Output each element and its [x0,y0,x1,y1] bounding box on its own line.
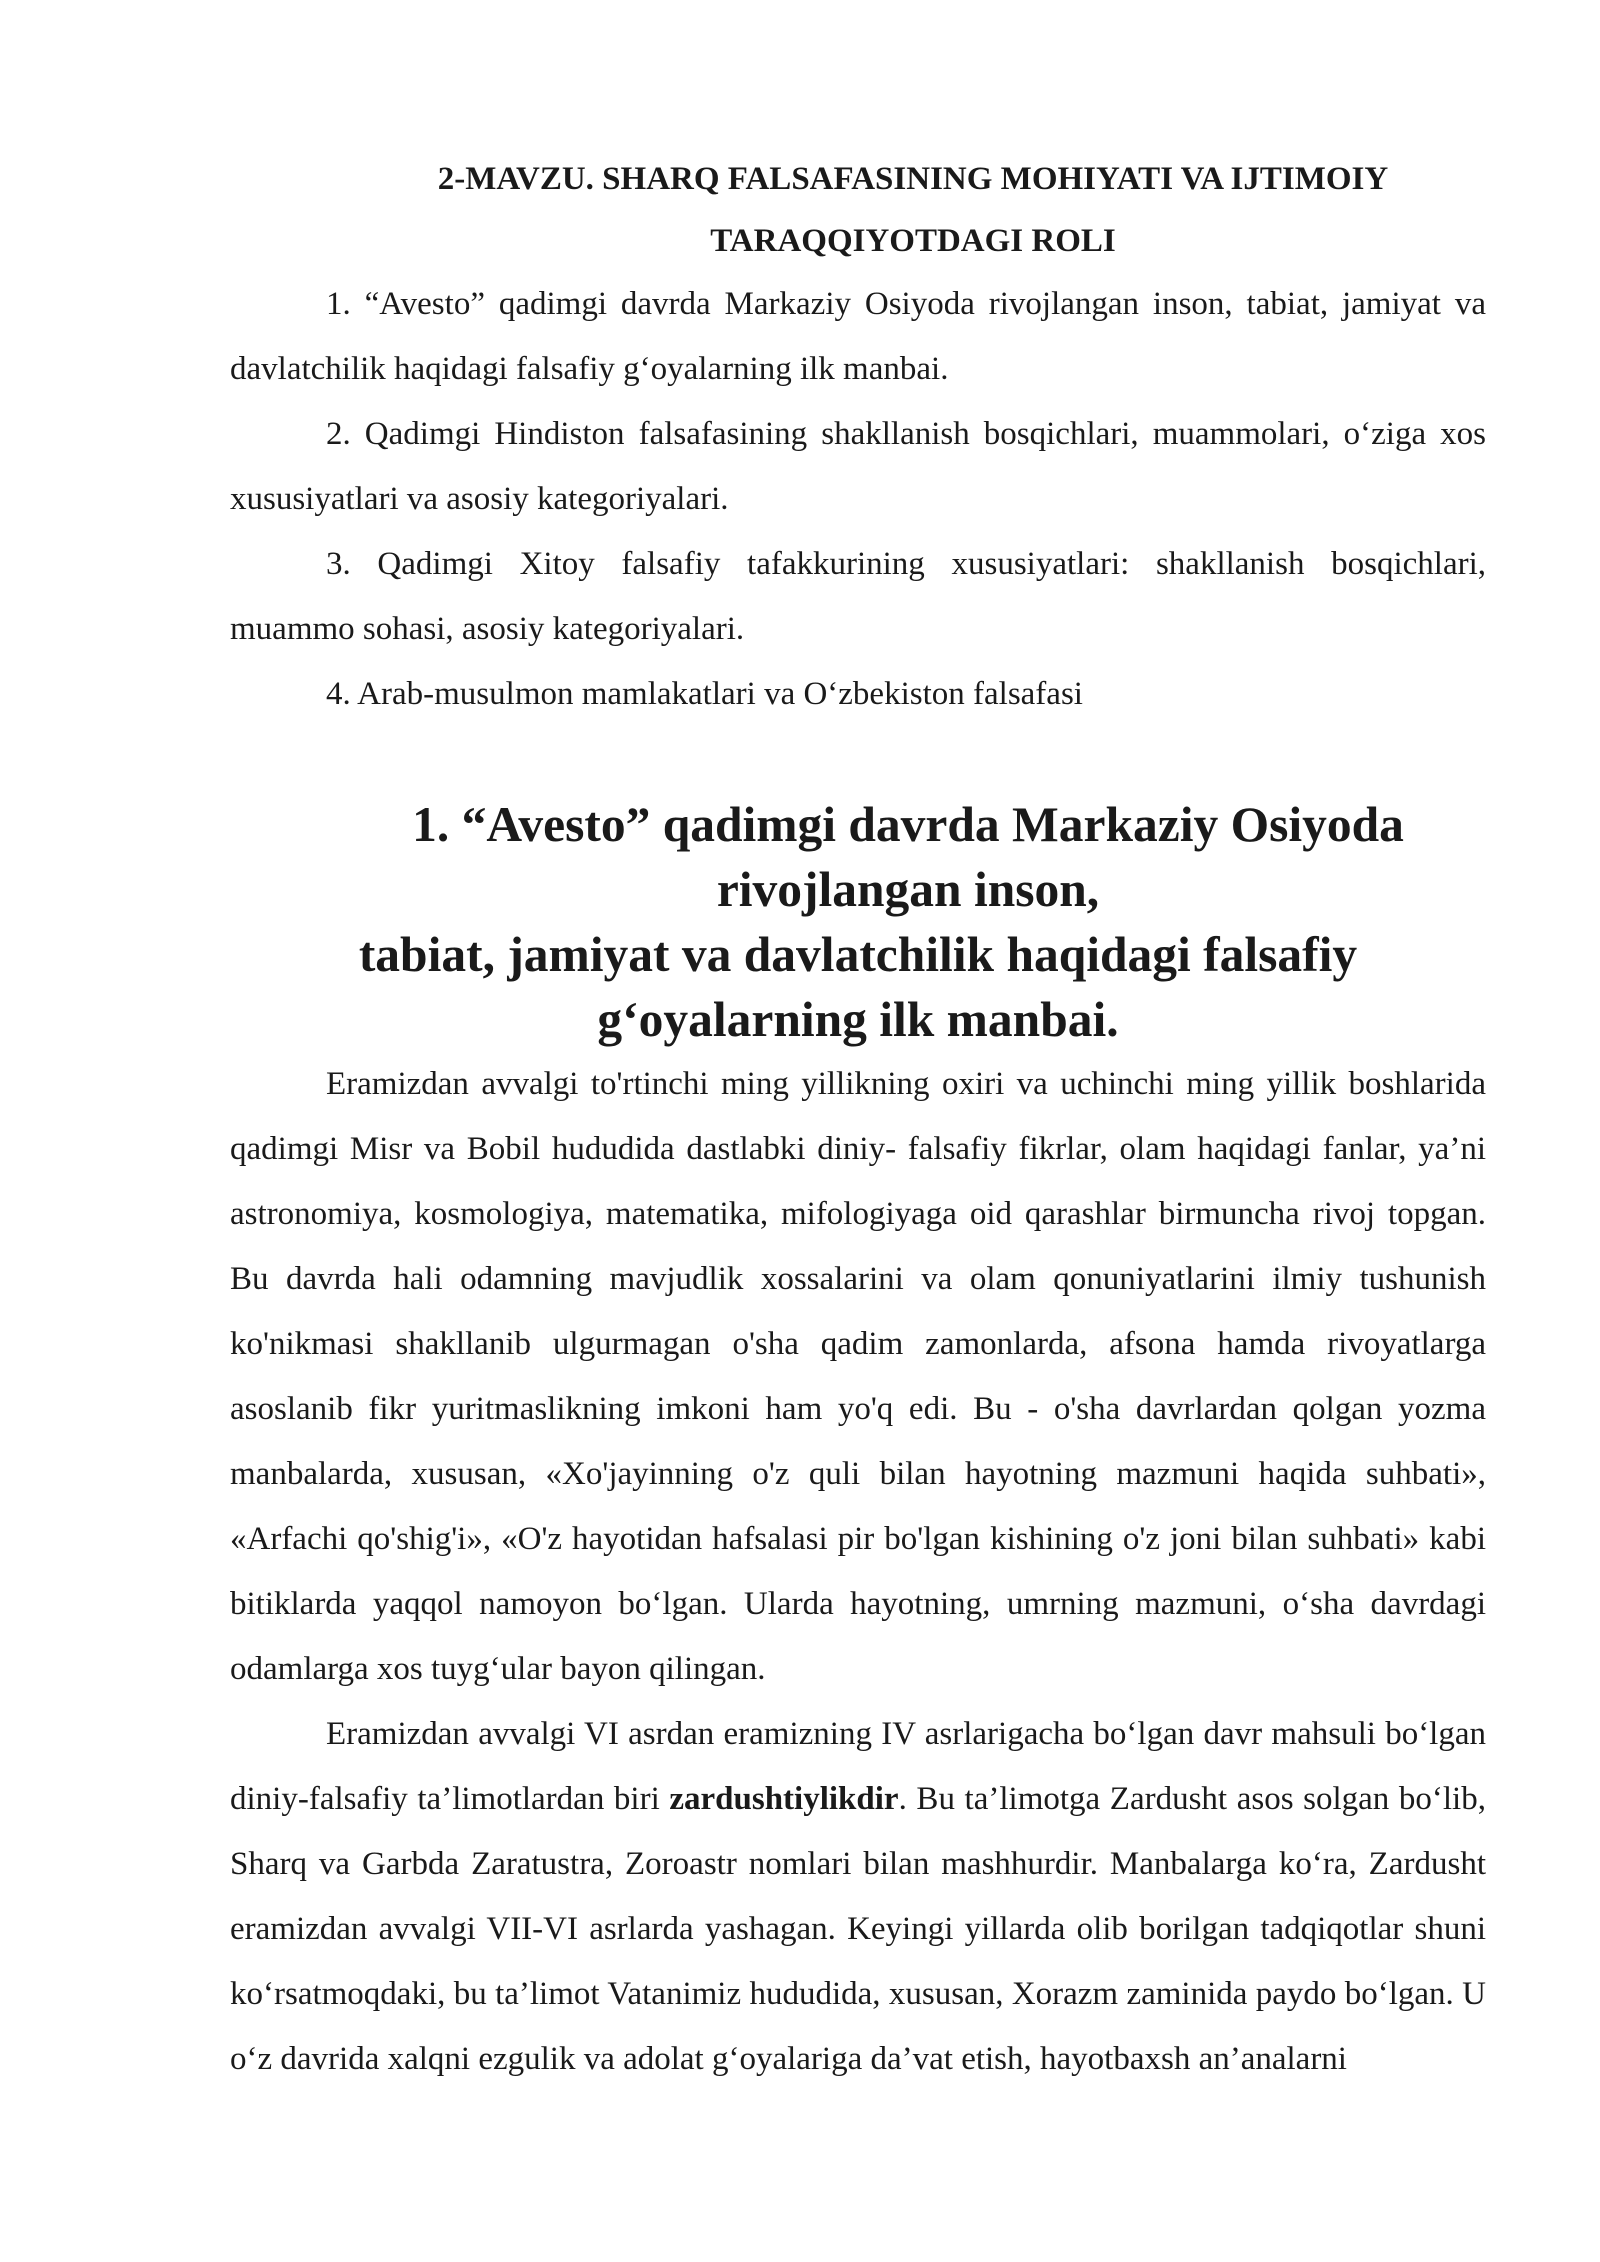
title-line-1: 2-MAVZU. SHARQ FALSAFASINING MOHIYATI VA IJTIMOIY [437,161,1389,197]
section-1-paragraph-1: Eramizdan avvalgi to'rtinchi ming yillikning oxiri va uchinchi ming yillik boshlarida qadimgi Misr va Bobil hududida dastlabki diniy- falsafiy fikrlar, olam haqidagi fanlar, ya’ni astronomiya, kosmologiya, matematika, mifologiyaga oid qarashlar birmuncha rivoj topgan. Bu davrda hali odamning mavjudlik xossalarini va olam qonuniyatlarini ilmiy tushunish ko'nikmasi shakllanib ulgurmagan o'sha qadim zamonlarda, afsona hamda rivoyatlarga asoslanib fikr yuritmaslikning imkoni ham yo'q edi. Bu - o'sha davrlardan qolgan yozma manbalarda, xususan, «Xo'jayinning o'z quli bilan hayotning mazmuni haqida suhbati», «Arfachi qo'shig'i», «O'z hayotidan hafsalasi pir bo'lgan kishining o'z joni bilan suhbati» kabi bitiklarda yaqqol namoyon bo‘lgan. Ularda hayotning, umrning mazmuni, o‘sha davrdagi odamlarga xos tuyg‘ular bayon qilingan. [230,1066,1486,1687]
section-1-heading-line-2: tabiat, jamiyat va davlatchilik haqidagi falsafiy g‘oyalarning ilk manbai. [358,927,1358,1047]
plan-item-2: 2. Qadimgi Hindiston falsafasining shakllanish bosqichlari, muammolari, o‘ziga xos xususiyatlari va asosiy kategoriyalari. [230,416,1486,517]
section-1-body [230,1052,1486,2092]
plan-item-3: 3. Qadimgi Xitoy falsafiy tafakkurining xususiyatlari: shakllanish bosqichlari, muammo sohasi, asosiy kategoriyalari. [230,546,1486,647]
plan-item-4: 4. Arab-musulmon mamlakatlari va O‘zbekiston falsafasi [326,676,1083,712]
paragraph-2-text-end: . Bu ta’limotga Zardusht asos solgan bo‘lib, Sharq va Garbda Zaratustra, Zoroastr nomlari bilan mashhurdir. Manbalarga ko‘ra, Zardusht eramizdan avvalgi VII-VI asrlarda yashagan. Keyingi yillarda olib borilgan tadqiqotlar shuni ko‘rsatmoqdaki, bu ta’limot Vatanimiz hududida, xususan, Xorazm zaminida paydo bo‘lgan. U o‘z davrida xalqni ezgulik va adolat g‘oyalariga da’vat etish, hayotbaxsh an’analarni [230,1781,1486,2077]
paragraph-2-bold-term: zardushtiylikdir [669,1781,899,1817]
plan-item-1: 1. “Avesto” qadimgi davrda Markaziy Osiyoda rivojlangan inson, tabiat, jamiyat va davlatchilik haqidagi falsafiy g‘oyalarning ilk manbai. [230,286,1486,387]
document-page [230,148,1486,2092]
title-line-2: TARAQQIYOTDAGI ROLI [710,223,1116,259]
section-1-paragraph-2 [230,1702,1486,2092]
topic-plan-list [230,272,1486,727]
section-1-heading-line-1: 1. “Avesto” qadimgi davrda Markaziy Osiyoda rivojlangan inson, [412,797,1404,917]
page-title [230,148,1486,272]
section-1-heading [230,792,1486,1052]
paragraph-2-text-start: Eramizdan avvalgi VI asrdan eramizning IV asrlarigacha bo‘lgan davr mahsuli bo‘lgan diniy-falsafiy ta’limotlardan biri [230,1716,1486,1817]
